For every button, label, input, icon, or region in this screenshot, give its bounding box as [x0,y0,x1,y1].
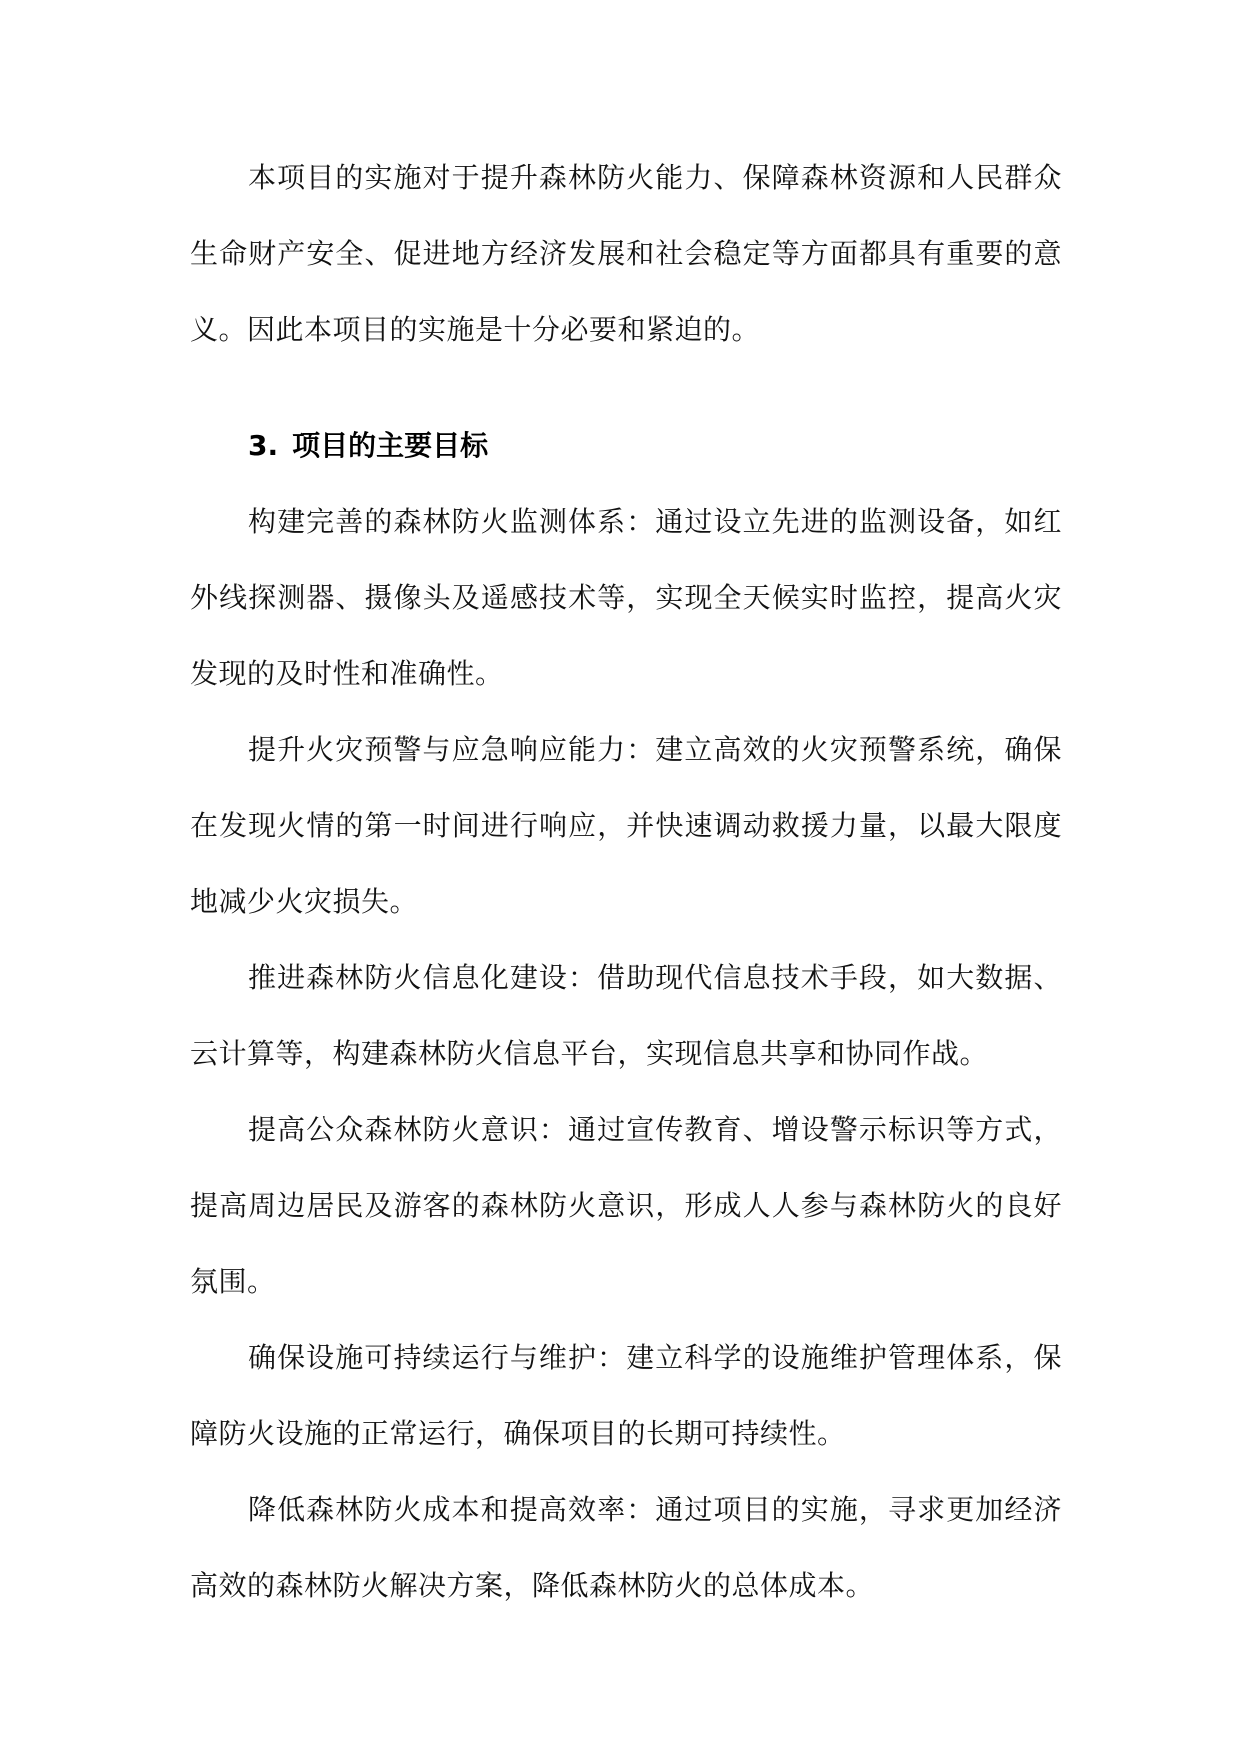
goal-paragraph-maintenance: 确保设施可持续运行与维护：建立科学的设施维护管理体系，保障防火设施的正常运行，确保项目的长期可持续性。 [190,1341,1062,1450]
goal-paragraph-informatization: 推进森林防火信息化建设：借助现代信息技术手段，如大数据、云计算等，构建森林防火信息平台，实现信息共享和协同作战。 [190,961,1062,1070]
goal-paragraph-monitoring: 构建完善的森林防火监测体系：通过设立先进的监测设备，如红外线探测器、摄像头及遥感技术等，实现全天候实时监控，提高火灾发现的及时性和准确性。 [190,505,1062,690]
section-title: 项目的主要目标 [292,429,489,462]
section-heading [190,408,1062,484]
intro-paragraph: 本项目的实施对于提升森林防火能力、保障森林资源和人民群众生命财产安全、促进地方经济发展和社会稳定等方面都具有重要的意义。因此本项目的实施是十分必要和紧迫的。 [190,161,1062,346]
goal-paragraph-warning: 提升火灾预警与应急响应能力：建立高效的火灾预警系统，确保在发现火情的第一时间进行响应，并快速调动救援力量，以最大限度地减少火灾损失。 [190,733,1062,918]
document-body [190,140,1062,1624]
goal-paragraph-awareness: 提高公众森林防火意识：通过宣传教育、增设警示标识等方式，提高周边居民及游客的森林防火意识，形成人人参与森林防火的良好氛围。 [190,1113,1062,1298]
section-number: 3. [248,429,279,462]
goal-paragraph-cost: 降低森林防火成本和提高效率：通过项目的实施，寻求更加经济高效的森林防火解决方案，降低森林防火的总体成本。 [190,1493,1062,1602]
